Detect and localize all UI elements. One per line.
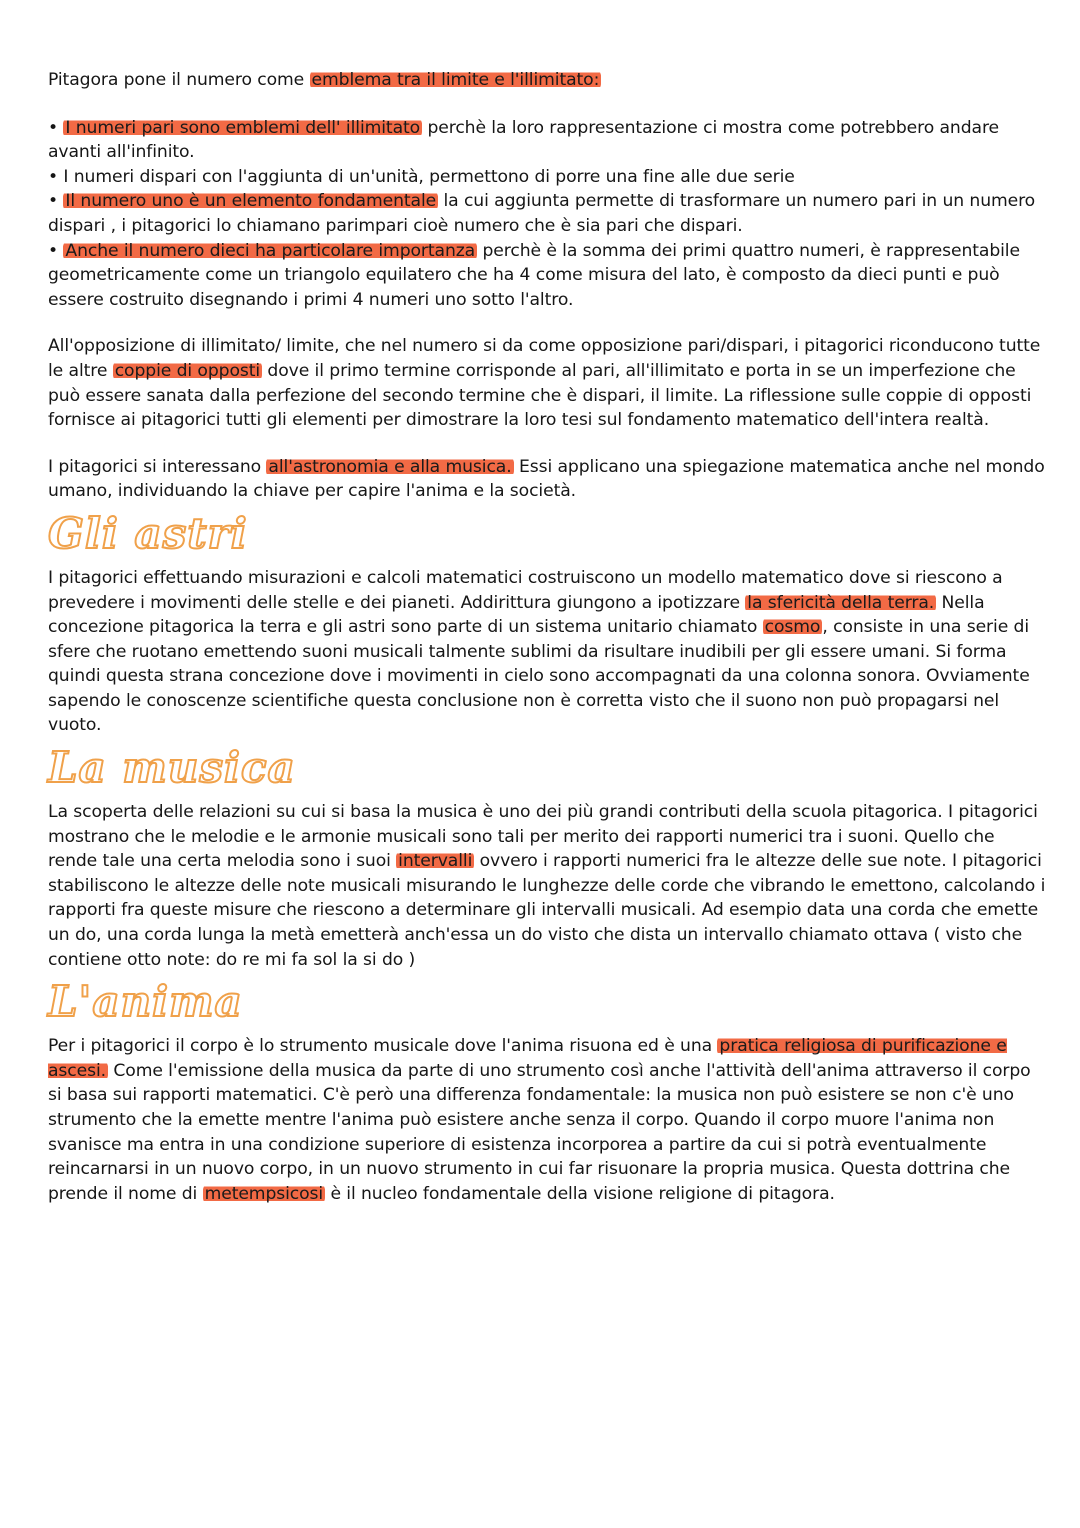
interests-paragraph xyxy=(48,455,1048,504)
intro-paragraph xyxy=(48,68,1048,93)
paragraph-text: dove il primo termine corrisponde al pari, all'illimitato e porta in se un imperfezione che può essere sanata dalla perfezione del secondo termine che è dispari, il limite. La riflessione sulle coppie di opposti fornisce ai pitagorici tutti gli elementi per dimostrare la loro tesi sul fondamento matematico dell'intera realtà. xyxy=(48,360,1032,431)
body-highlight: cosmo xyxy=(764,617,821,638)
bullet: • xyxy=(48,191,64,212)
list-item-highlight: Anche il numero dieci ha particolare importanza xyxy=(65,240,476,261)
body-highlight: la sfericità della terra. xyxy=(747,592,935,613)
notes-page xyxy=(48,68,1048,1206)
section-body-gli-astri xyxy=(48,566,1048,738)
body-text: Per i pitagorici il corpo è lo strumento musicale dove l'anima risuona ed è una xyxy=(48,1036,718,1057)
list-item-number-one xyxy=(48,189,1048,238)
list-item-highlight: Il numero uno è un elemento fondamentale xyxy=(65,191,437,212)
paragraph-highlight: coppie di opposti xyxy=(114,360,261,381)
list-item-highlight: I numeri pari sono emblemi dell' illimitato xyxy=(65,117,421,138)
body-text: I pitagorici effettuando misurazioni e calcoli matematici costruiscono un modello matematico dove si riescono a prevedere i movimenti delle stelle e dei pianeti. Addirittura giungono a ipotizzare xyxy=(48,567,1003,613)
list-item-text: perchè è la somma dei primi quattro numeri, è rappresentabile geometricamente come un triangolo equilatero che ha 4 come misura del lato, è composto da dieci punti e può essere costruito disegnando i primi 4 numeri uno sotto l'altro. xyxy=(48,240,1020,310)
list-item-text: la cui aggiunta permette di trasformare un numero pari in un numero dispari , i pitagorici lo chiamano parimpari cioè numero che è sia pari che dispari. xyxy=(48,191,1036,236)
body-text: Nella concezione pitagorica la terra e gli astri sono parte di un sistema unitario chiamato xyxy=(48,592,985,638)
list-item-text: perchè la loro rappresentazione ci mostra come potrebbero andare avanti all'infinito. xyxy=(48,117,1000,163)
body-text: ovvero i rapporti numerici fra le altezze delle sue note. I pitagorici stabiliscono le altezze delle note musicali misurando le lunghezze delle corde che vibrando le emettono, calcolando i rapporti fra queste misure che riescono a determinare gli intervalli musicali. Ad esempio data una corda che emette un do, una corda lunga la metà emetterà anch'essa un do visto che dista un intervallo chiamato ottava ( visto che contiene otto note: do re mi fa sol la si do ) xyxy=(48,851,1046,970)
body-highlight: metempsicosi xyxy=(204,1183,324,1204)
body-text: è il nucleo fondamentale della visione religione di pitagora. xyxy=(325,1183,835,1204)
opposites-paragraph xyxy=(48,334,1048,432)
heading-la-musica: La musica xyxy=(48,743,296,793)
body-text: Come l'emissione della musica da parte di uno strumento così anche l'attività dell'anima attraverso il corpo si basa sui rapporti matematici. C'è però una differenza fondamentale: la musica non può esistere se non c'è uno strumento che la emette mentre l'anima può esistere anche senza il corpo. Quando il corpo muore l'anima non svanisce ma entra in una condizione superiore di esistenza incorporea a partire da cui si potrà eventualmente reincarnarsi in un nuovo corpo, in un nuovo strumento in cui far risuonare la propria musica. Questa dottrina che prende il nome di xyxy=(48,1060,1031,1204)
body-highlight: pratica religiosa di purificazione e ascesi. xyxy=(48,1036,1007,1081)
list-item-odd-numbers xyxy=(48,165,1048,190)
list-item-even-numbers xyxy=(48,116,1048,165)
list-item-number-ten xyxy=(48,239,1048,313)
heading-l-anima: L'anima xyxy=(48,977,243,1027)
heading-gli-astri: Gli astri xyxy=(48,508,248,558)
intro-highlight: emblema tra il limite e l'illimitato: xyxy=(311,70,600,90)
paragraph-text: Essi applicano una spiegazione matematica anche nel mondo umano, individuando la chiave per capire l'anima e la società. xyxy=(48,456,1045,502)
paragraph-text: I pitagorici si interessano xyxy=(48,456,267,477)
section-body-l-anima xyxy=(48,1034,1048,1206)
body-text: , consiste in una serie di sfere che ruotano emettendo suoni musicali talmente sublimi da risultare inudibili per gli essere umani. Si forma quindi questa strana concezione dove i movimenti in cielo sono accompagnati da una colonna sonora. Ovviamente sapendo le conoscenze scientifiche questa conclusione non è corretta visto che il suono non può propagarsi nel vuoto. xyxy=(48,617,1030,736)
body-highlight: intervalli xyxy=(398,851,473,872)
paragraph-text: All'opposizione di illimitato/ limite, che nel numero si da come opposizione pari/dispari, i pitagorici riconducono tutte le altre xyxy=(48,336,1041,381)
bullet: • xyxy=(48,166,64,187)
bullet: • xyxy=(48,117,64,138)
intro-text: Pitagora pone il numero come xyxy=(48,70,310,90)
section-body-la-musica xyxy=(48,800,1048,972)
paragraph-highlight: all'astronomia e alla musica. xyxy=(268,456,512,477)
body-text: La scoperta delle relazioni su cui si basa la musica è uno dei più grandi contributi della scuola pitagorica. I pitagorici mostrano che le melodie e le armonie musicali sono tali per merito dei rapporti numerici tra i suoni. Quello che rende tale una certa melodia sono i suoi xyxy=(48,802,1038,872)
list-item-text: I numeri dispari con l'aggiunta di un'unità, permettono di porre una fine alle due serie xyxy=(63,166,795,187)
bullet: • xyxy=(48,240,64,261)
